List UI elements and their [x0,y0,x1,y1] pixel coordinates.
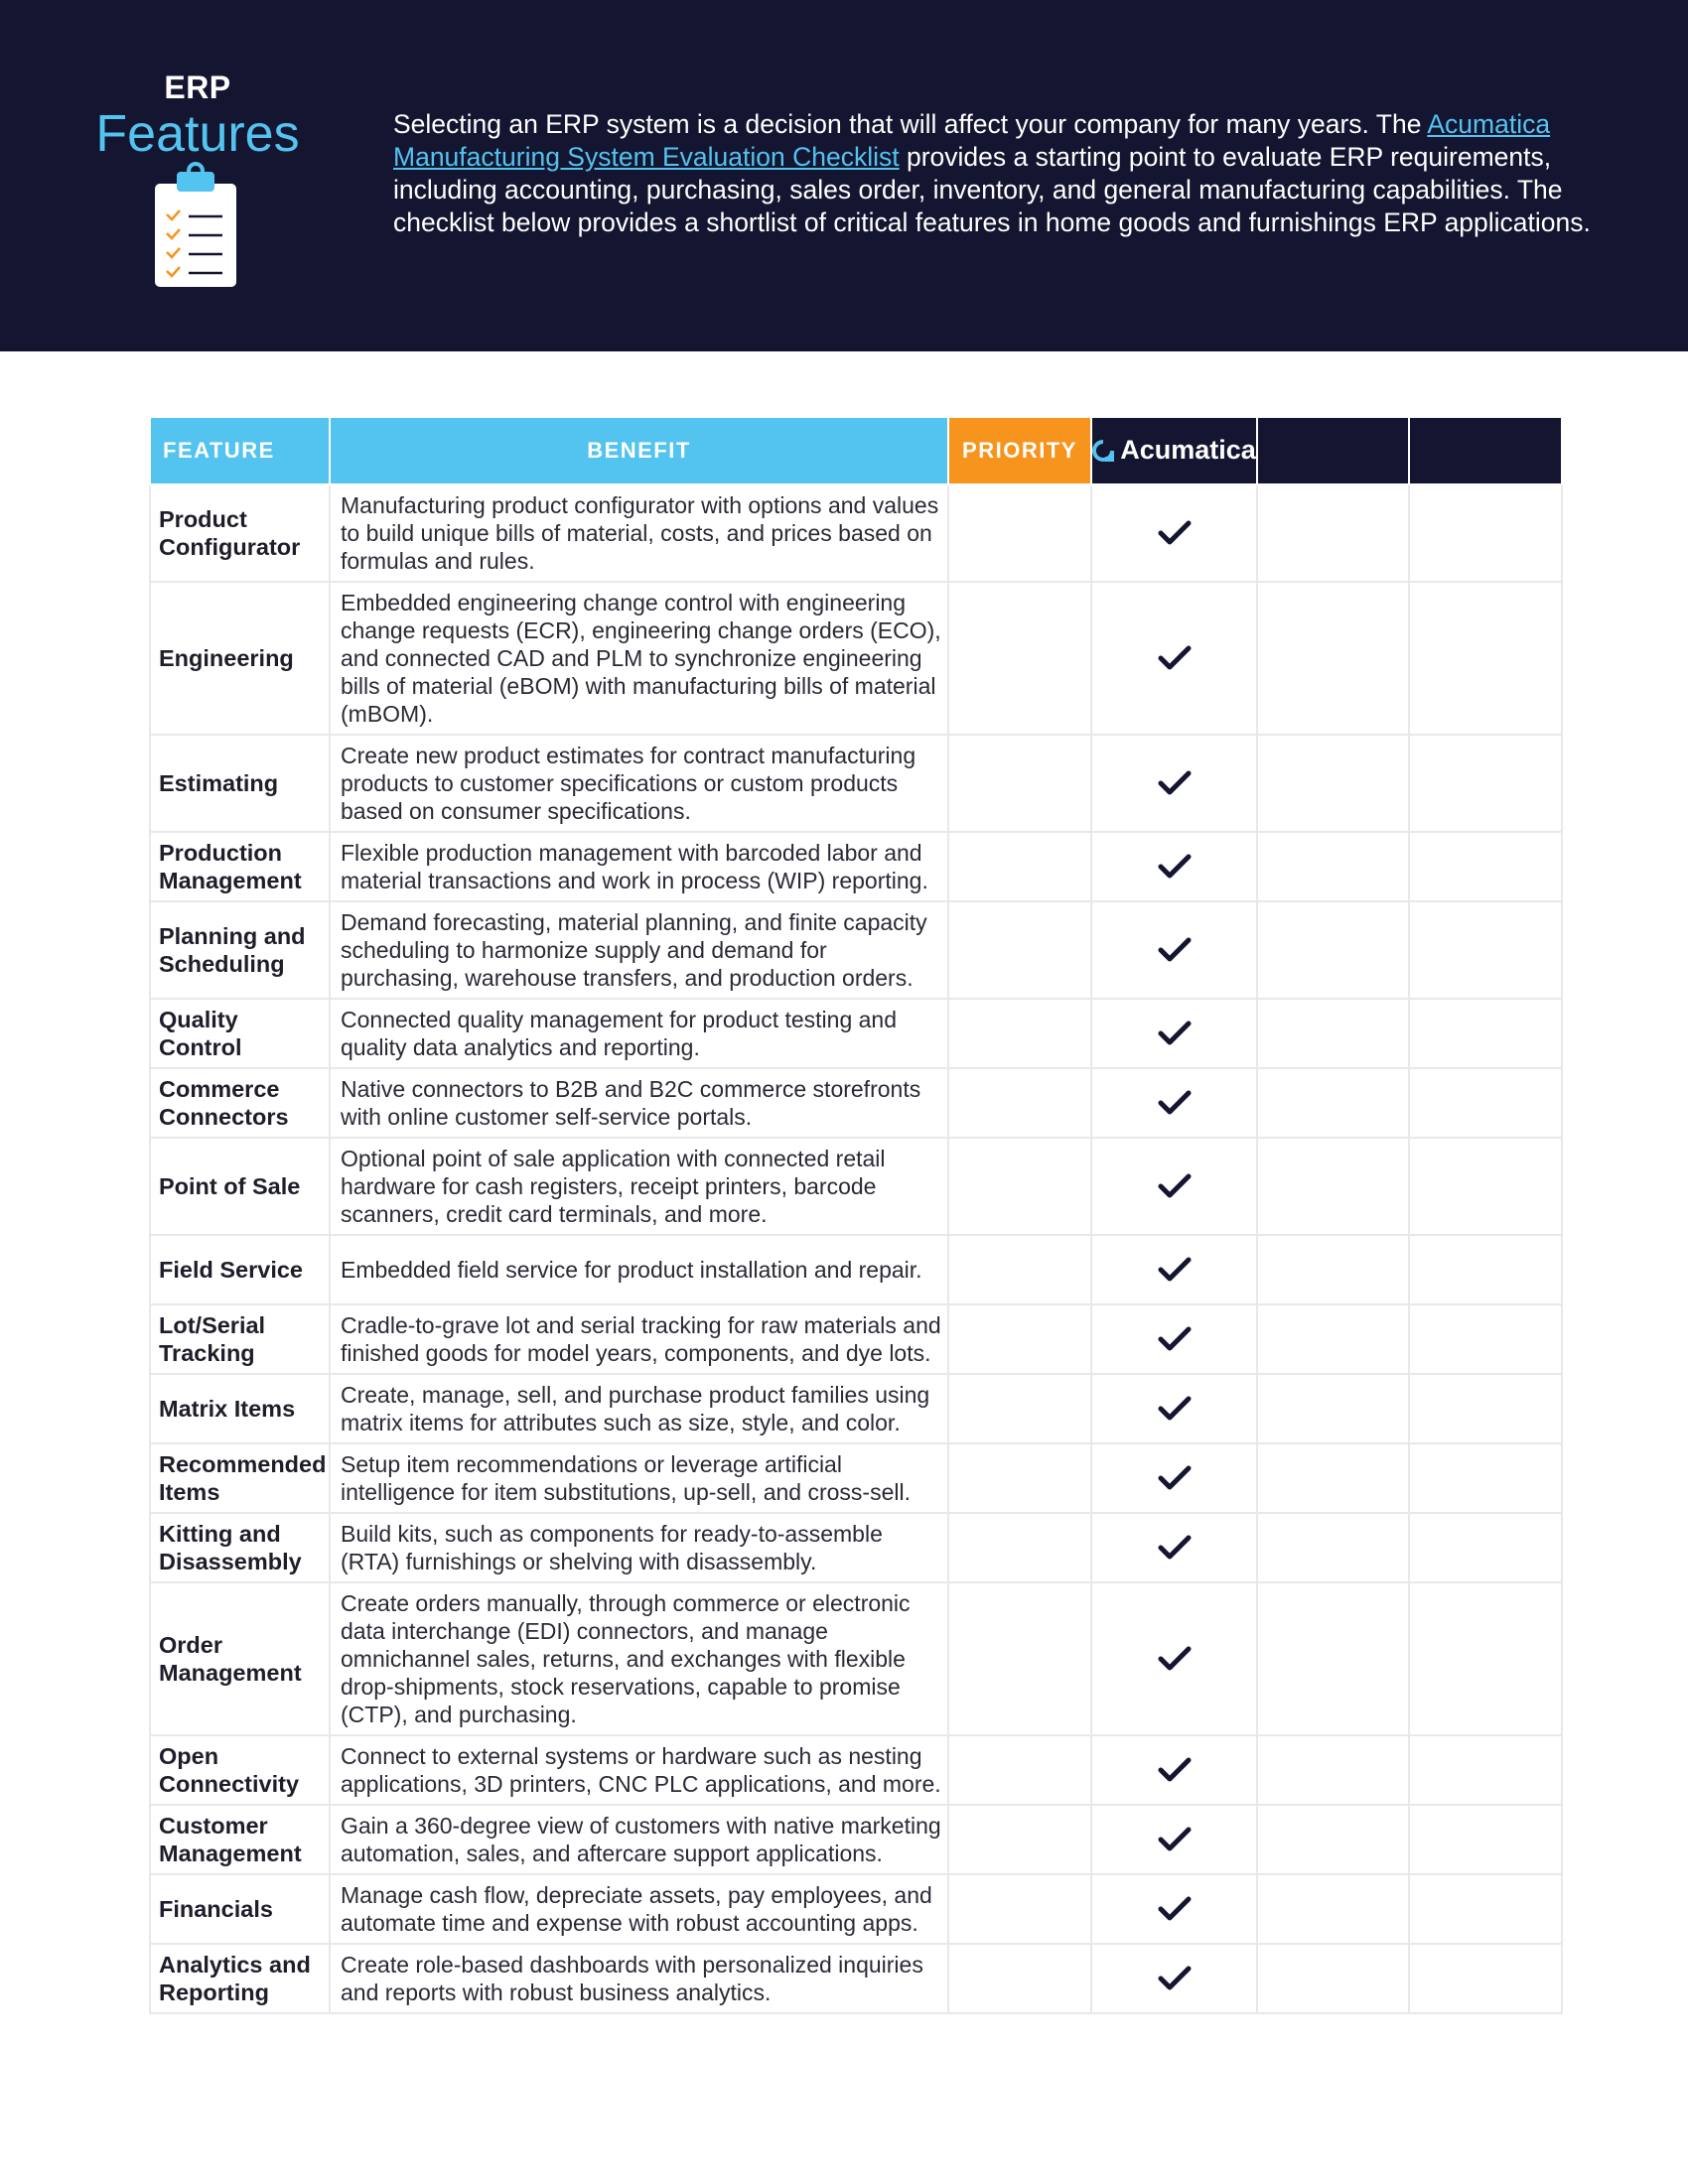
vendor-3-cell [1409,999,1562,1068]
table-row [150,1068,1562,1138]
table-row [150,832,1562,901]
feature-name: Order Management [150,1582,330,1735]
priority-cell [948,484,1091,582]
priority-cell [948,1304,1091,1374]
feature-name: Production Management [150,832,330,901]
vendor-2-cell [1257,484,1409,582]
table-header-row [150,417,1562,484]
feature-name: Product Configurator [150,484,330,582]
vendor-3-cell [1409,1805,1562,1874]
table-row [150,1582,1562,1735]
acumatica-check-cell [1091,1582,1257,1735]
feature-benefit: Create orders manually, through commerce or electronic data interchange (EDI) connectors, and manage omnichannel sales, returns, and exchanges with flexible drop-shipments, stock reservations, capable to promise (CTP), and purchasing. [330,1582,948,1735]
acumatica-check-cell [1091,1944,1257,2013]
feature-name: Open Connectivity [150,1735,330,1805]
feature-benefit: Manufacturing product configurator with options and values to build unique bills of material, costs, and prices based on formulas and rules. [330,484,948,582]
checkmark-icon [1158,1646,1192,1672]
blank-vendor-column-header [1409,417,1562,484]
checkmark-icon [1158,1090,1192,1116]
table-row [150,1735,1562,1805]
vendor-3-cell [1409,1582,1562,1735]
feature-benefit: Build kits, such as components for ready-to-assemble (RTA) furnishings or shelving with disassembly. [330,1513,948,1582]
header-banner [0,0,1688,351]
vendor-3-cell [1409,1304,1562,1374]
table-row [150,735,1562,832]
acumatica-check-cell [1091,1735,1257,1805]
acumatica-logo-icon [1092,440,1114,462]
feature-name: Matrix Items [150,1374,330,1443]
acumatica-check-cell [1091,832,1257,901]
acumatica-check-cell [1091,1513,1257,1582]
vendor-2-cell [1257,1513,1409,1582]
clipboard-icon [151,162,240,291]
feature-name: Kitting and Disassembly [150,1513,330,1582]
acumatica-check-cell [1091,484,1257,582]
evaluation-checklist-link[interactable]: Acumatica Manufacturing System Evaluation Checklist [393,109,1551,172]
table-row [150,999,1562,1068]
acumatica-check-cell [1091,1138,1257,1235]
benefit-column-header: BENEFIT [330,417,948,484]
vendor-2-cell [1257,901,1409,999]
priority-cell [948,1805,1091,1874]
brand-erp: ERP [164,69,231,105]
checkmark-icon [1158,1326,1192,1352]
vendor-2-cell [1257,582,1409,735]
table-row [150,1235,1562,1304]
vendor-3-cell [1409,1068,1562,1138]
feature-benefit: Create, manage, sell, and purchase product families using matrix items for attributes such as size, style, and color. [330,1374,948,1443]
acumatica-check-cell [1091,1304,1257,1374]
checkmark-icon [1158,1465,1192,1491]
feature-name: Analytics and Reporting [150,1944,330,2013]
checkmark-icon [1158,1396,1192,1422]
feature-name: Lot/Serial Tracking [150,1304,330,1374]
acumatica-check-cell [1091,1443,1257,1513]
vendor-2-cell [1257,1944,1409,2013]
checkmark-icon [1158,1757,1192,1783]
priority-cell [948,999,1091,1068]
acumatica-check-cell [1091,1068,1257,1138]
vendor-3-cell [1409,735,1562,832]
priority-cell [948,1068,1091,1138]
priority-cell [948,832,1091,901]
priority-column-header: PRIORITY [948,417,1091,484]
feature-name: Engineering [150,582,330,735]
blank-vendor-column-header [1257,417,1409,484]
priority-cell [948,1735,1091,1805]
feature-benefit: Embedded engineering change control with engineering change requests (ECR), engineering change orders (ECO), and connected CAD and PLM to synchronize engineering bills of material (eBOM) with manufacturing bills of material (mBOM). [330,582,948,735]
acumatica-check-cell [1091,1874,1257,1944]
vendor-2-cell [1257,1443,1409,1513]
vendor-3-cell [1409,582,1562,735]
vendor-3-cell [1409,832,1562,901]
acumatica-check-cell [1091,1374,1257,1443]
checkmark-icon [1158,1535,1192,1561]
priority-cell [948,1944,1091,2013]
table-row [150,1374,1562,1443]
feature-name: Recommended Items [150,1443,330,1513]
acumatica-check-cell [1091,1805,1257,1874]
table-row [150,1513,1562,1582]
checkmark-icon [1158,1827,1192,1852]
feature-name: Commerce Connectors [150,1068,330,1138]
vendor-2-cell [1257,1874,1409,1944]
priority-cell [948,1374,1091,1443]
vendor-2-cell [1257,1374,1409,1443]
feature-name: Planning and Scheduling [150,901,330,999]
priority-cell [948,582,1091,735]
brand-features: Features [95,105,300,163]
vendor-2-cell [1257,999,1409,1068]
vendor-3-cell [1409,1138,1562,1235]
vendor-2-cell [1257,1735,1409,1805]
checkmark-icon [1158,1257,1192,1283]
vendor-name: Acumatica [1120,435,1256,466]
vendor-3-cell [1409,484,1562,582]
priority-cell [948,1138,1091,1235]
checkmark-icon [1158,854,1192,880]
checkmark-icon [1158,1966,1192,1991]
vendor-2-cell [1257,735,1409,832]
feature-benefit: Gain a 360-degree view of customers with native marketing automation, sales, and aftercare support applications. [330,1805,948,1874]
feature-name: Field Service [150,1235,330,1304]
feature-benefit: Embedded field service for product installation and repair. [330,1235,948,1304]
vendor-3-cell [1409,1443,1562,1513]
feature-column-header: FEATURE [150,417,330,484]
checkmark-icon [1158,770,1192,796]
priority-cell [948,735,1091,832]
acumatica-logo [1092,435,1256,466]
vendor-3-cell [1409,1374,1562,1443]
checkmark-icon [1158,645,1192,671]
feature-name: Quality Control [150,999,330,1068]
vendor-2-cell [1257,1582,1409,1735]
features-table [149,416,1563,2014]
brand-block [93,69,302,163]
table-row [150,901,1562,999]
vendor-3-cell [1409,1513,1562,1582]
feature-benefit: Connected quality management for product testing and quality data analytics and reporting. [330,999,948,1068]
feature-benefit: Demand forecasting, material planning, and finite capacity scheduling to harmonize supply and demand for purchasing, warehouse transfers, and production orders. [330,901,948,999]
acumatica-check-cell [1091,999,1257,1068]
intro-text-after: provides a starting point to evaluate ERP requirements, including accounting, purchasing, sales order, inventory, and general manufacturing capabilities. The checklist below provides a shortlist of critical features in home goods and furnishings ERP applications. [393,142,1591,237]
priority-cell [948,1874,1091,1944]
table-row [150,484,1562,582]
priority-cell [948,1513,1091,1582]
feature-benefit: Connect to external systems or hardware such as nesting applications, 3D printers, CNC PLC applications, and more. [330,1735,948,1805]
feature-name: Customer Management [150,1805,330,1874]
table-row [150,1304,1562,1374]
feature-name: Estimating [150,735,330,832]
vendor-2-cell [1257,1304,1409,1374]
vendor-3-cell [1409,1944,1562,2013]
vendor-3-cell [1409,901,1562,999]
feature-benefit: Manage cash flow, depreciate assets, pay employees, and automate time and expense with robust accounting apps. [330,1874,948,1944]
table-row [150,1874,1562,1944]
intro-text-before: Selecting an ERP system is a decision that will affect your company for many years. The [393,109,1428,139]
feature-name: Point of Sale [150,1138,330,1235]
vendor-column-header [1091,417,1257,484]
table-body [150,484,1562,2013]
feature-benefit: Cradle-to-grave lot and serial tracking for raw materials and finished goods for model years, components, and dye lots. [330,1304,948,1374]
table-row [150,1138,1562,1235]
feature-benefit: Setup item recommendations or leverage artificial intelligence for item substitutions, up-sell, and cross-sell. [330,1443,948,1513]
checkmark-icon [1158,1896,1192,1922]
acumatica-check-cell [1091,735,1257,832]
feature-benefit: Native connectors to B2B and B2C commerce storefronts with online customer self-service portals. [330,1068,948,1138]
priority-cell [948,1443,1091,1513]
checkmark-icon [1158,937,1192,963]
priority-cell [948,1235,1091,1304]
feature-benefit: Create new product estimates for contract manufacturing products to customer specifications or custom products based on consumer specifications. [330,735,948,832]
vendor-2-cell [1257,832,1409,901]
acumatica-check-cell [1091,582,1257,735]
checkmark-icon [1158,1021,1192,1046]
vendor-2-cell [1257,1235,1409,1304]
vendor-3-cell [1409,1874,1562,1944]
feature-name: Financials [150,1874,330,1944]
vendor-3-cell [1409,1735,1562,1805]
vendor-3-cell [1409,1235,1562,1304]
table-row [150,1805,1562,1874]
feature-benefit: Optional point of sale application with connected retail hardware for cash registers, receipt printers, barcode scanners, credit card terminals, and more. [330,1138,948,1235]
table-row [150,1443,1562,1513]
acumatica-check-cell [1091,1235,1257,1304]
vendor-2-cell [1257,1068,1409,1138]
acumatica-check-cell [1091,901,1257,999]
checkmark-icon [1158,1173,1192,1199]
priority-cell [948,901,1091,999]
priority-cell [948,1582,1091,1735]
vendor-2-cell [1257,1805,1409,1874]
vendor-2-cell [1257,1138,1409,1235]
checkmark-icon [1158,520,1192,546]
feature-benefit: Create role-based dashboards with personalized inquiries and reports with robust business analytics. [330,1944,948,2013]
intro-paragraph [393,108,1615,239]
table-row [150,1944,1562,2013]
feature-benefit: Flexible production management with barcoded labor and material transactions and work in process (WIP) reporting. [330,832,948,901]
table-row [150,582,1562,735]
